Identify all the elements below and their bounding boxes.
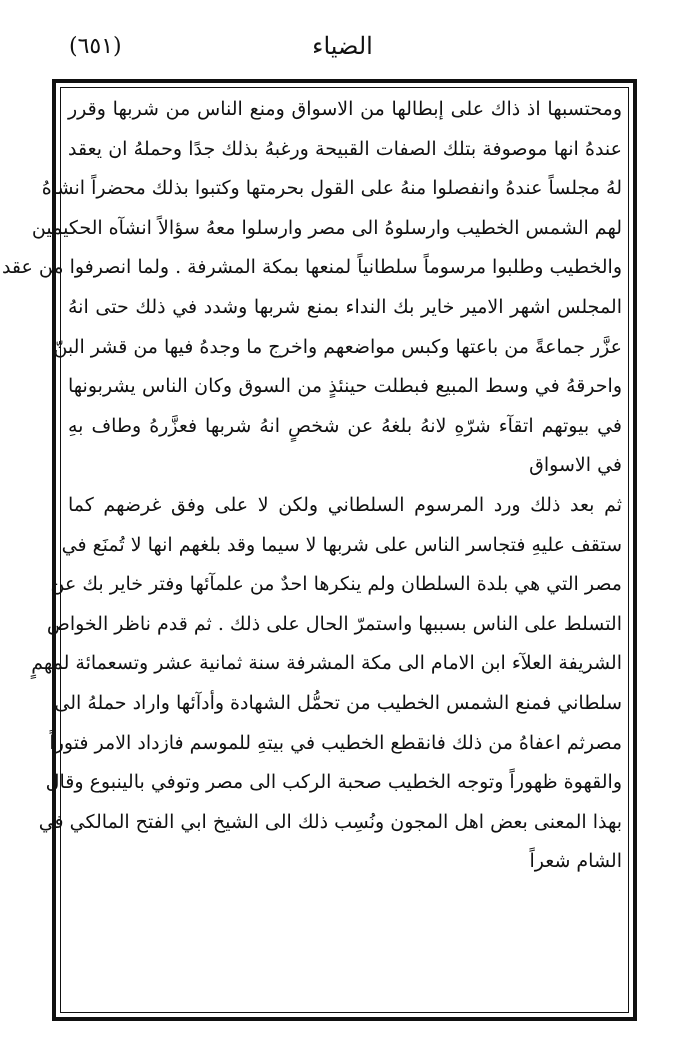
paragraph-2 <box>31 486 622 882</box>
text-line: مصر التي هي بلدة السلطان ولم ينكرها احدٌ من علمآئها وفتر خاير بك عن <box>50 573 622 596</box>
text-line: التسلط على الناس بسببها واستمرّ الحال على ذلك . ثم قدم ناظر الخواص <box>46 612 622 635</box>
body-text <box>1 90 622 882</box>
text-line: لهم الشمس الخطيب وارسلوهُ الى مصر وارسلوا معهُ سؤالاً انشآه الحكيمين <box>31 216 622 239</box>
text-line: ستقف عليهِ فتجاسر الناس على شربها لا سيما وقد بلغهم انها لا تُمنَع في <box>61 533 622 556</box>
text-line: مصرثم اعفاهُ من ذلك فانقطع الخطيب في بيتهِ للموسم فازداد الامر فتوراً <box>49 731 622 754</box>
text-line: بهذا المعنى بعض اهل المجون ونُسِب ذلك الى الشيخ ابي الفتح المالكي في <box>38 810 622 833</box>
text-line: المجلس اشهر الامير خاير بك النداء بمنع شربها وشدد في ذلك حتى انهُ <box>68 295 622 318</box>
page-number: (٦٥١) <box>69 34 122 59</box>
text-line: ثم بعد ذلك ورد المرسوم السلطاني ولكن لا على وفق غرضهم كما <box>68 493 622 516</box>
text-line: والخطيب وطلبوا مرسوماً سلطانياً لمنعها بمكة المشرفة . ولما انصرفوا من عقد <box>1 256 622 279</box>
text-line: لهُ مجلساً عندهُ وانفصلوا منهُ على القول بحرمتها وكتبوا بذلك محضراً انشأهُ <box>41 177 622 200</box>
page-header <box>55 28 630 68</box>
text-line: الشام شعراً <box>529 850 622 873</box>
running-title: الضياء <box>312 32 373 60</box>
text-line: في بيوتهم اتقآء شرّهِ لانهُ بلغهُ عن شخصٍ انهُ شربها فعزَّرهُ وطاف بهِ <box>68 414 622 437</box>
text-line: ومحتسبها اذ ذاك على إبطالها من الاسواق ومنع الناس من شربها وقرر <box>68 98 622 120</box>
text-line: الشريفة العلآء ابن الامام الى مكة المشرفة سنة ثمانية عشر وتسعمائة لمهمٍ <box>31 652 622 675</box>
text-line: في الاسواق <box>529 454 622 477</box>
text-line: واحرقهُ في وسط المبيع فبطلت حينئذٍ من السوق وكان الناس يشربونها <box>68 375 622 398</box>
text-line: والقهوة ظهوراً وتوجه الخطيب صحبة الركب الى مصر وتوفي بالينبوع وقال <box>45 771 622 794</box>
text-line: عندهُ انها موصوفة بتلك الصفات القبيحة ورغبهُ بذلك جدًا وحملهُ ان يعقد <box>68 137 622 160</box>
text-line: سلطاني فمنع الشمس الخطيب من تحمُّل الشهادة وأدآئها واراد حملهُ الى <box>54 691 622 714</box>
paragraph-1 <box>1 90 622 486</box>
text-line: عزَّر جماعةً من باعتها وكبس مواضعهم واخرج ما وجدهُ فيها من قشر البنّ <box>53 335 622 358</box>
